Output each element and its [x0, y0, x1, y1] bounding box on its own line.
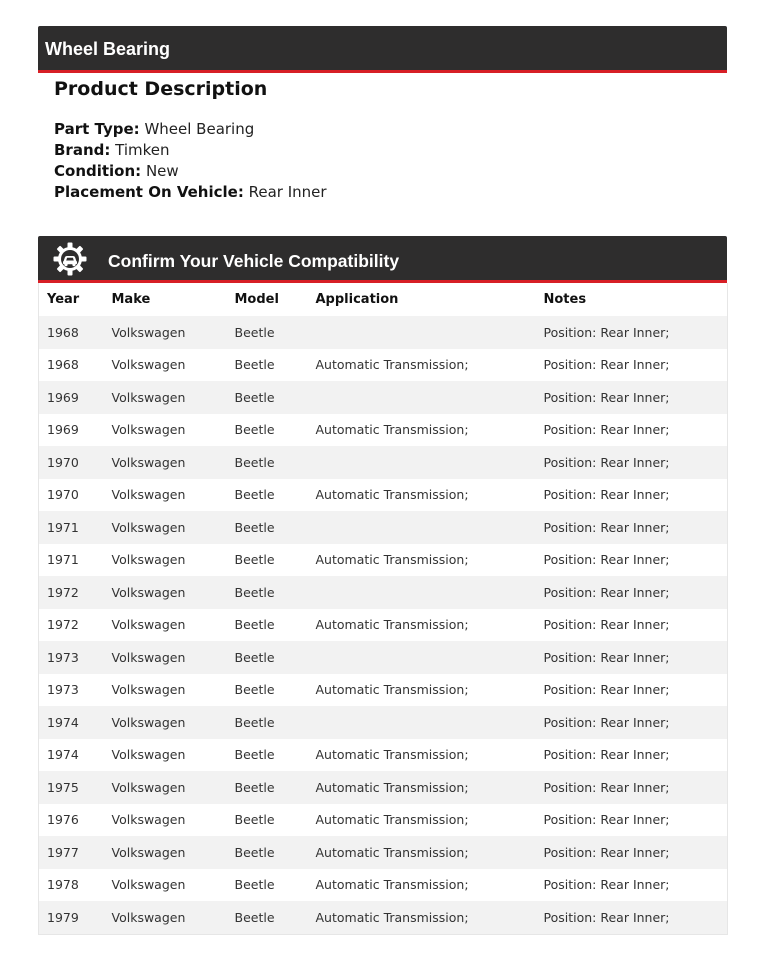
table-row	[39, 544, 728, 577]
cell-make: Volkswagen	[104, 544, 227, 577]
cell-make: Volkswagen	[104, 804, 227, 837]
compatibility-heading: Confirm Your Vehicle Compatibility	[108, 251, 400, 271]
cell-year: 1971	[39, 544, 104, 577]
table-row	[39, 771, 728, 804]
cell-application	[308, 511, 536, 544]
cell-year: 1972	[39, 576, 104, 609]
compatibility-header-bar	[38, 236, 727, 283]
spec-value: Rear Inner	[248, 183, 327, 201]
cell-application: Automatic Transmission;	[308, 901, 536, 934]
cell-application	[308, 576, 536, 609]
cell-year: 1974	[39, 706, 104, 739]
product-specs	[54, 119, 704, 203]
cell-notes: Position: Rear Inner;	[536, 641, 728, 674]
cell-application: Automatic Transmission;	[308, 349, 536, 382]
table-row	[39, 511, 728, 544]
cell-model: Beetle	[227, 511, 308, 544]
table-row	[39, 381, 728, 414]
table-row	[39, 316, 728, 349]
cell-model: Beetle	[227, 804, 308, 837]
cell-make: Volkswagen	[104, 641, 227, 674]
cell-make: Volkswagen	[104, 381, 227, 414]
cell-make: Volkswagen	[104, 771, 227, 804]
spec-value: New	[145, 162, 179, 180]
cell-notes: Position: Rear Inner;	[536, 544, 728, 577]
cell-make: Volkswagen	[104, 739, 227, 772]
product-description-section	[54, 76, 704, 203]
cell-make: Volkswagen	[104, 674, 227, 707]
spec-label: Part Type:	[54, 120, 140, 138]
cell-model: Beetle	[227, 836, 308, 869]
cell-model: Beetle	[227, 381, 308, 414]
column-header-make: Make	[104, 283, 227, 316]
cell-notes: Position: Rear Inner;	[536, 511, 728, 544]
cell-year: 1974	[39, 739, 104, 772]
cell-notes: Position: Rear Inner;	[536, 316, 728, 349]
spec-value: Wheel Bearing	[144, 120, 255, 138]
cell-application: Automatic Transmission;	[308, 544, 536, 577]
cell-year: 1969	[39, 381, 104, 414]
cell-notes: Position: Rear Inner;	[536, 869, 728, 902]
spec-label: Placement On Vehicle:	[54, 183, 244, 201]
table-row	[39, 609, 728, 642]
table-row	[39, 869, 728, 902]
cell-make: Volkswagen	[104, 706, 227, 739]
cell-year: 1970	[39, 479, 104, 512]
spec-label: Condition:	[54, 162, 142, 180]
spec-condition	[54, 161, 704, 182]
column-header-application: Application	[308, 283, 536, 316]
cell-make: Volkswagen	[104, 836, 227, 869]
cell-year: 1978	[39, 869, 104, 902]
cell-year: 1979	[39, 901, 104, 934]
column-header-model: Model	[227, 283, 308, 316]
cell-year: 1975	[39, 771, 104, 804]
cell-notes: Position: Rear Inner;	[536, 414, 728, 447]
cell-model: Beetle	[227, 771, 308, 804]
cell-application: Automatic Transmission;	[308, 479, 536, 512]
cell-model: Beetle	[227, 674, 308, 707]
cell-make: Volkswagen	[104, 609, 227, 642]
cell-year: 1968	[39, 349, 104, 382]
table-row	[39, 414, 728, 447]
gear-car-icon	[53, 242, 87, 276]
cell-year: 1969	[39, 414, 104, 447]
cell-make: Volkswagen	[104, 576, 227, 609]
cell-application	[308, 316, 536, 349]
cell-model: Beetle	[227, 349, 308, 382]
table-body	[39, 316, 728, 934]
cell-application: Automatic Transmission;	[308, 771, 536, 804]
spec-part-type	[54, 119, 704, 140]
cell-notes: Position: Rear Inner;	[536, 576, 728, 609]
cell-notes: Position: Rear Inner;	[536, 381, 728, 414]
cell-model: Beetle	[227, 544, 308, 577]
cell-model: Beetle	[227, 414, 308, 447]
cell-model: Beetle	[227, 901, 308, 934]
cell-notes: Position: Rear Inner;	[536, 674, 728, 707]
cell-model: Beetle	[227, 479, 308, 512]
cell-model: Beetle	[227, 576, 308, 609]
product-title: Wheel Bearing	[45, 39, 171, 59]
cell-application: Automatic Transmission;	[308, 414, 536, 447]
cell-make: Volkswagen	[104, 446, 227, 479]
cell-application: Automatic Transmission;	[308, 836, 536, 869]
table-row	[39, 739, 728, 772]
cell-application: Automatic Transmission;	[308, 739, 536, 772]
product-description-heading: Product Description	[54, 78, 268, 100]
cell-application	[308, 381, 536, 414]
cell-notes: Position: Rear Inner;	[536, 804, 728, 837]
cell-make: Volkswagen	[104, 316, 227, 349]
cell-year: 1977	[39, 836, 104, 869]
column-header-notes: Notes	[536, 283, 728, 316]
cell-notes: Position: Rear Inner;	[536, 901, 728, 934]
cell-model: Beetle	[227, 706, 308, 739]
cell-make: Volkswagen	[104, 869, 227, 902]
cell-application: Automatic Transmission;	[308, 674, 536, 707]
cell-make: Volkswagen	[104, 414, 227, 447]
cell-application	[308, 706, 536, 739]
table-row	[39, 479, 728, 512]
cell-application: Automatic Transmission;	[308, 869, 536, 902]
table-row	[39, 901, 728, 934]
cell-notes: Position: Rear Inner;	[536, 739, 728, 772]
cell-notes: Position: Rear Inner;	[536, 446, 728, 479]
cell-model: Beetle	[227, 739, 308, 772]
cell-application: Automatic Transmission;	[308, 609, 536, 642]
cell-year: 1970	[39, 446, 104, 479]
table-row	[39, 349, 728, 382]
cell-model: Beetle	[227, 869, 308, 902]
cell-year: 1972	[39, 609, 104, 642]
table-row	[39, 804, 728, 837]
cell-application: Automatic Transmission;	[308, 804, 536, 837]
cell-application	[308, 446, 536, 479]
cell-year: 1968	[39, 316, 104, 349]
cell-make: Volkswagen	[104, 901, 227, 934]
cell-model: Beetle	[227, 446, 308, 479]
compatibility-table	[38, 283, 728, 935]
cell-make: Volkswagen	[104, 479, 227, 512]
cell-notes: Position: Rear Inner;	[536, 706, 728, 739]
cell-make: Volkswagen	[104, 511, 227, 544]
product-title-bar	[38, 26, 727, 73]
column-header-year: Year	[39, 283, 104, 316]
cell-notes: Position: Rear Inner;	[536, 836, 728, 869]
table-row	[39, 674, 728, 707]
spec-label: Brand:	[54, 141, 111, 159]
table-row	[39, 706, 728, 739]
spec-placement	[54, 182, 704, 203]
cell-model: Beetle	[227, 641, 308, 674]
cell-year: 1973	[39, 641, 104, 674]
cell-year: 1973	[39, 674, 104, 707]
cell-make: Volkswagen	[104, 349, 227, 382]
table-row	[39, 446, 728, 479]
cell-notes: Position: Rear Inner;	[536, 349, 728, 382]
cell-notes: Position: Rear Inner;	[536, 479, 728, 512]
table-row	[39, 576, 728, 609]
cell-model: Beetle	[227, 316, 308, 349]
cell-model: Beetle	[227, 609, 308, 642]
table-header-row	[39, 283, 728, 316]
table-row	[39, 641, 728, 674]
cell-notes: Position: Rear Inner;	[536, 771, 728, 804]
cell-application	[308, 641, 536, 674]
cell-year: 1976	[39, 804, 104, 837]
cell-notes: Position: Rear Inner;	[536, 609, 728, 642]
cell-year: 1971	[39, 511, 104, 544]
table-row	[39, 836, 728, 869]
spec-brand	[54, 140, 704, 161]
spec-value: Timken	[115, 141, 170, 159]
